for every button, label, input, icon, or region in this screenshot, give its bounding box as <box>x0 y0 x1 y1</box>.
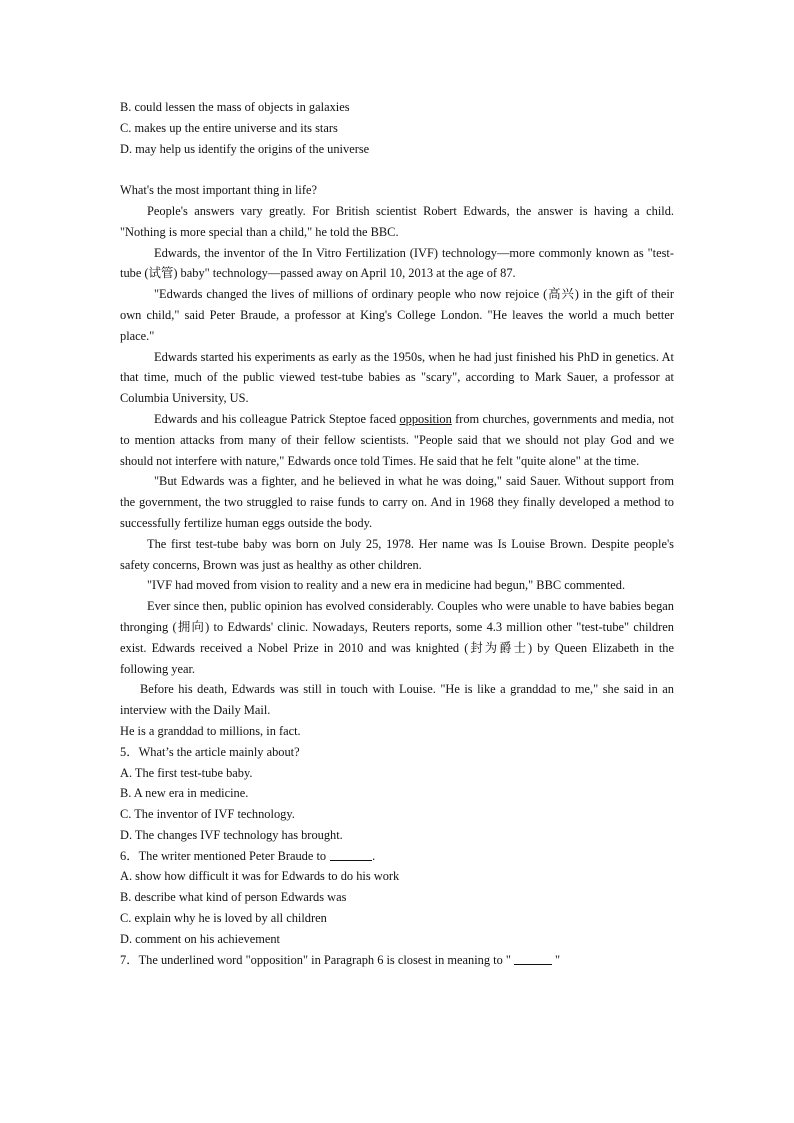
document-page <box>120 97 674 970</box>
paragraph-5 <box>120 409 674 471</box>
answer-blank <box>514 952 552 965</box>
question-6-option-b: B. describe what kind of person Edwards was <box>120 890 347 905</box>
paragraph-7: The first test-tube baby was born on July 25, 1978. Her name was Is Louise Brown. Despite people's safety concerns, Brown was just as healthy as other children. <box>120 536 674 572</box>
question-6-end: . <box>372 848 376 863</box>
question-6-option-a: A. show how difficult it was for Edwards to do his work <box>120 869 400 884</box>
paragraph-10: Before his death, Edwards was still in touch with Louise. "He is like a granddad to me," she said in an interview with the Daily Mail. <box>120 682 674 718</box>
question-7-stem <box>120 950 674 971</box>
question-6-option-d: D. comment on his achievement <box>120 931 281 946</box>
paragraph-5-start: Edwards and his colleague Patrick Steptoe faced <box>154 411 400 426</box>
paragraph-6: "But Edwards was a fighter, and he believed in what he was doing," said Sauer. Without support from the government, the two struggled to raise funds to carry on. And in 1968 they finally developed a method to successfully fertilize human eggs outside the body. <box>120 474 674 530</box>
prev-option-b: B. could lessen the mass of objects in galaxies <box>120 100 350 114</box>
spacer <box>120 159 674 180</box>
question-5-option-b: B. A new era in medicine. <box>120 786 249 801</box>
paragraph-5-end: from churches, governments and media, not to mention attacks from many of their fellow scientists. "People said that we should not play God and we should not interfere with nature," Edwards once told Times. He said that he felt "quite alone" at the time. <box>120 411 674 468</box>
question-7-text: 7．The underlined word "opposition" in Paragraph 6 is closest in meaning to " <box>120 952 511 967</box>
question-5-option-a: A. The first test-tube baby. <box>120 765 253 780</box>
question-5-stem: 5．What’s the article mainly about? <box>120 744 300 759</box>
question-6-stem <box>120 846 674 867</box>
prev-option-c: C. makes up the entire universe and its stars <box>120 120 338 135</box>
paragraph-3: "Edwards changed the lives of millions of ordinary people who now rejoice (高兴) in the gift of their own child," said Peter Braude, a professor at King's College London. "He leaves the world a much better place." <box>120 287 674 343</box>
question-5-option-d: D. The changes IVF technology has brought. <box>120 827 343 842</box>
question-6-option-c: C. explain why he is loved by all children <box>120 911 327 926</box>
paragraph-11: He is a granddad to millions, in fact. <box>120 723 301 738</box>
prev-option-d: D. may help us identify the origins of the universe <box>120 141 370 156</box>
question-5-option-c: C. The inventor of IVF technology. <box>120 807 295 822</box>
paragraph-9: Ever since then, public opinion has evolved considerably. Couples who were unable to have babies began thronging (拥向) to Edwards' clinic. Nowadays, Reuters reports, some 4.3 million other "test-tube" children exist. Edwards received a Nobel Prize in 2010 and was knighted (封为爵士) by Queen Elizabeth in the following year. <box>120 599 674 676</box>
article-title: What's the most important thing in life? <box>120 183 318 198</box>
paragraph-1: People's answers vary greatly. For British scientist Robert Edwards, the answer is having a child. "Nothing is more special than a child," he told the BBC. <box>120 203 674 239</box>
underlined-word: opposition <box>399 411 452 426</box>
question-6-text: 6．The writer mentioned Peter Braude to <box>120 848 327 863</box>
question-7-end: " <box>554 952 561 967</box>
answer-blank <box>330 848 372 861</box>
paragraph-4: Edwards started his experiments as early as the 1950s, when he had just finished his PhD in genetics. At that time, much of the public viewed test-tube babies as "scary", according to Mark Sauer, a professor at Columbia University, US. <box>120 349 674 406</box>
paragraph-8: "IVF had moved from vision to reality and a new era in medicine had begun," BBC commented. <box>147 578 626 593</box>
paragraph-2: Edwards, the inventor of the In Vitro Fertilization (IVF) technology—more commonly known as "test-tube (试管) baby" technology—passed away on April 10, 2013 at the age of 87. <box>120 245 674 281</box>
